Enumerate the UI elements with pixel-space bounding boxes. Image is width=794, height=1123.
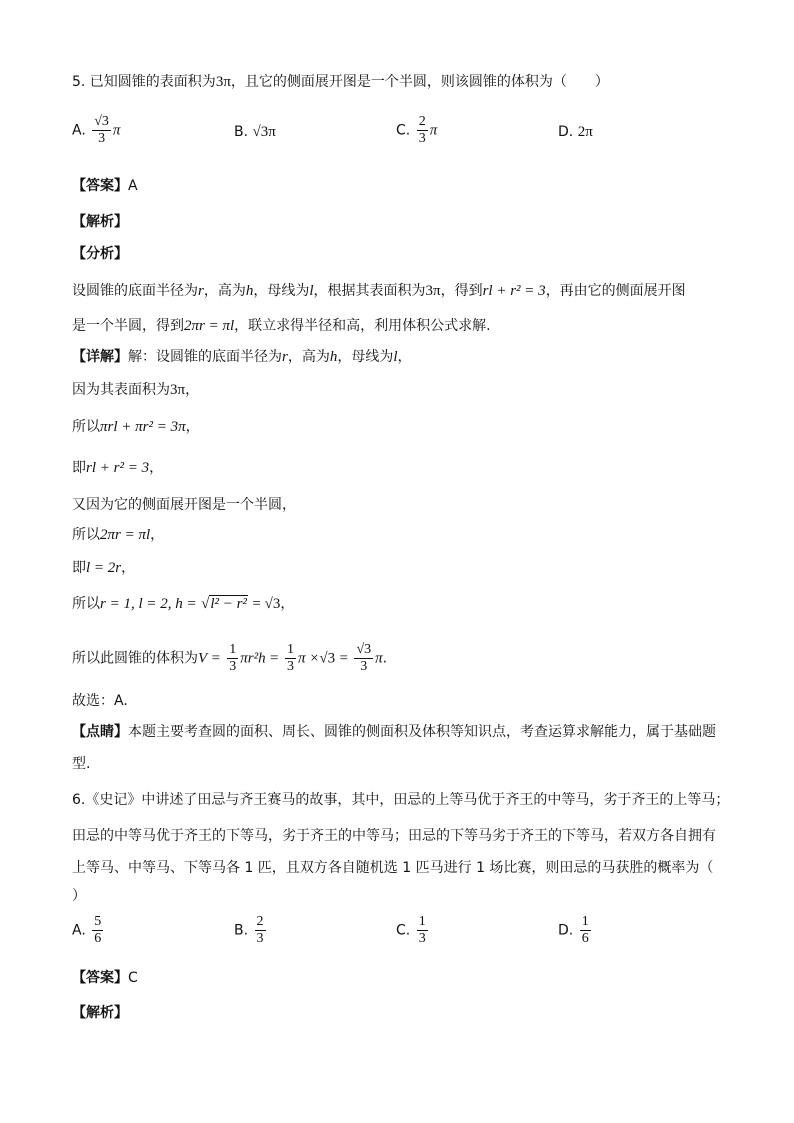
q5-xiangjie-line [72,347,412,367]
fraction [227,642,238,675]
option-label: A. [72,922,86,939]
text: 是一个半圆，得到 [72,318,184,334]
equation: l = 2r [86,560,122,576]
q5-dianjing-1 [72,722,716,742]
equation: 2πr = πl [184,318,235,334]
q6-analysis-tag: 【解析】 [72,1005,128,1021]
numerator: 1 [418,914,426,929]
equation: 2πr = πl [100,527,151,543]
q5-stem-text: 5. 已知圆锥的表面积为 [72,74,216,90]
var-h: h [329,349,338,365]
equation: r = 1, l = 2, h = [100,596,197,612]
text: 即 [72,560,86,576]
text: 本题主要考查圆的面积、周长、圆锥的侧面积及体积等知识点，考查运算求解能力，属于基础题 [128,724,716,740]
denominator: 6 [581,931,589,946]
q5-answer [72,176,138,196]
q5-step-volume [72,642,387,675]
q5-option-d [558,122,593,142]
text: ， [185,382,200,398]
answer-value: A [128,178,138,194]
q5-dianjing-2: 型. [72,756,91,772]
denominator: 3 [98,131,106,146]
q6-option-c [396,914,430,947]
q5-fenxi-tag: 【分析】 [72,246,128,262]
math: = [270,650,279,667]
option-label: B. [234,124,249,140]
radicand: l² − r² [210,596,247,612]
denominator: 3 [418,131,426,146]
q6-answer [72,968,138,988]
denominator: 3 [286,659,294,674]
q6-option-d [558,914,593,947]
q5-stem [72,72,609,92]
var-r: r [198,283,204,299]
equation: πrl + πr² = 3π [100,419,186,435]
q5-stem-text-2: ，且它的侧面展开图是一个半圆，则该圆锥的体积为（ ） [230,74,609,90]
text: ，得到 [440,283,483,299]
text: ，根据其表面积为 [313,283,426,299]
text: ， [121,560,136,576]
q5-fenxi-line-2 [72,316,491,336]
text: ，母线为 [253,283,310,299]
equation: rl + r² = 3 [86,460,150,476]
equation: V = [198,650,221,667]
text: ，母线为 [337,349,394,365]
numerator: 1 [229,642,237,657]
option-label: D. [558,124,574,140]
q5-option-c [396,114,437,147]
q5-step-eq3 [72,525,164,545]
answer-tag: 【答案】 [72,970,128,986]
q5-step-eq4 [72,558,135,578]
option-label: D. [558,922,574,939]
fraction [92,114,111,147]
text: 所以 [72,596,100,612]
text: ， [397,349,412,365]
option-label: C. [396,922,411,939]
var-h: h [245,283,254,299]
pi-symbol: π [112,122,121,139]
text: ， [185,419,200,435]
q5-analysis-tag: 【解析】 [72,214,128,230]
var-l: l [309,283,314,299]
text: 设圆锥的底面半径为 [72,283,198,299]
numerator: √3 [94,114,109,129]
text: . [382,650,388,667]
fraction [354,642,373,675]
q6-option-b [234,914,268,947]
q5-step-eq1 [72,417,200,437]
q5-stem-area: 3π [215,74,231,90]
math: π × [297,650,320,667]
numerator: 5 [94,914,102,929]
denominator: 3 [418,931,426,946]
math: π [375,650,383,667]
text: ，高为 [203,283,246,299]
fraction [580,914,591,947]
math: 3π [170,382,186,398]
q6-option-a [72,914,105,947]
text: 解：设圆锥的底面半径为 [128,349,282,365]
q6-stem-3: 上等马、中等马、下等马各 1 匹，且双方各自随机选 1 匹马进行 1 场比赛，则田忌的马获胜的概率为（ [72,860,714,876]
q5-option-b [234,122,276,142]
q5-step-semicircle: 又因为它的侧面展开图是一个半圆， [72,497,296,513]
fraction [417,914,428,947]
option-label: C. [396,122,411,139]
math: πr²h [240,650,266,667]
math: = [339,650,348,667]
option-label: A. [72,122,86,139]
var-l: l [393,349,398,365]
text: ，再由它的侧面展开图 [545,283,686,299]
text: 所以此圆锥的体积为 [72,650,198,667]
text: ， [280,596,295,612]
text: 因为其表面积为 [72,382,170,398]
option-value: 2π [577,124,593,140]
option-label: B. [234,922,249,939]
q5-step-because [72,380,199,400]
pi-symbol: π [429,122,438,139]
answer-value: C [128,970,138,986]
sqrt-expr: √l² − r² [201,596,247,612]
q6-stem-1: 6.《史记》中讲述了田忌与齐王赛马的故事，其中，田忌的上等马优于齐王的中等马，劣于齐王的上等马； [72,792,730,808]
denominator: 6 [94,931,102,946]
numerator: √3 [356,642,372,657]
text: 所以 [72,419,100,435]
option-value: √3π [252,124,276,140]
math: 3π [425,283,441,299]
fraction [417,114,428,147]
denominator: 3 [256,931,264,946]
equation: rl + r² = 3 [482,283,546,299]
q5-step-eq5 [72,594,294,614]
numerator: 2 [418,114,426,129]
q6-stem-2: 田忌的中等马优于齐王的下等马，劣于齐王的中等马；田忌的下等马劣于齐王的下等马，若双方各自拥有 [72,828,716,844]
text: ， [149,460,164,476]
fraction [285,642,296,675]
q5-choice: 故选：A. [72,693,128,709]
text: ，高为 [287,349,330,365]
denominator: 3 [360,659,368,674]
denominator: 3 [229,659,237,674]
numerator: 1 [581,914,589,929]
fraction [255,914,266,947]
q6-stem-4: ） [72,888,86,904]
q5-fenxi-line-1 [72,281,686,301]
equation: = √3 [252,596,281,612]
text: 所以 [72,527,100,543]
numerator: 1 [286,642,294,657]
var-r: r [282,349,288,365]
math: √3 [319,650,336,667]
q5-step-eq2 [72,458,163,478]
dianjing-tag: 【点睛】 [72,724,128,740]
xiangjie-tag: 【详解】 [72,349,128,365]
text: 即 [72,460,86,476]
numerator: 2 [256,914,264,929]
answer-tag: 【答案】 [72,178,128,194]
fraction [92,914,103,947]
text: ，联立求得半径和高，利用体积公式求解. [234,318,491,334]
q5-option-a [72,114,120,147]
text: ， [150,527,165,543]
